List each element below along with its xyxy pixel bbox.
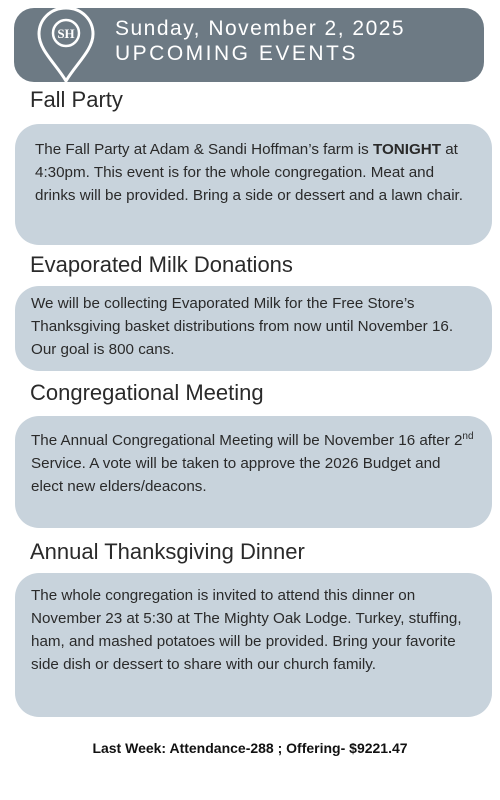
event-body-congregational-meeting: The Annual Congregational Meeting will be November 16 after 2nd Service. A vote will be taken to approve the 2026 Budget and elect new elders/deacons. (31, 430, 474, 495)
event-body-milk-donations: We will be collecting Evaporated Milk for the Free Store’s Thanksgiving basket distributions from now until November 16. Our goal is 800 cans. (31, 295, 454, 358)
event-title-fall-party: Fall Party (30, 87, 123, 112)
event-body-fall-party: The Fall Party at Adam & Sandi Hoffman’s farm is TONIGHT at 4:30pm. This event is for the whole congregation. Meat and drinks will be provided. Bring a side or dessert and a lawn chair. (35, 141, 464, 204)
tonight-highlight: TONIGHT (372, 141, 441, 158)
location-pin-logo-icon (34, 4, 98, 84)
event-box-fall-party (15, 124, 492, 245)
event-box-thanksgiving-dinner (15, 573, 492, 717)
logo-monogram: SH (57, 26, 75, 41)
attendance-offering-summary: Last Week: Attendance-288 ; Offering- $9221.47 (92, 740, 408, 756)
header-title: UPCOMING EVENTS (115, 42, 358, 65)
event-body-thanksgiving-dinner: The whole congregation is invited to attend this dinner on November 23 at 5:30 at The Mighty Oak Lodge. Turkey, stuffing, ham, and mashed potatoes will be provided. Bring your favorite side dish or dessert to share with our church family. (31, 587, 462, 673)
event-box-milk-donations (15, 286, 492, 371)
event-box-congregational-meeting (15, 416, 492, 528)
event-title-milk-donations: Evaporated Milk Donations (30, 252, 293, 277)
header-date: Sunday, November 2, 2025 (115, 17, 406, 40)
event-title-congregational-meeting: Congregational Meeting (30, 380, 264, 405)
event-title-thanksgiving-dinner: Annual Thanksgiving Dinner (30, 539, 305, 564)
